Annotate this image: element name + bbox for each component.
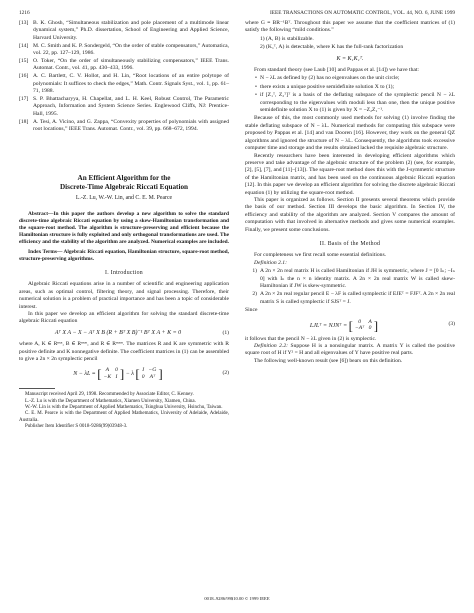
matrix: [ I −G 0 Aᵀ ]	[135, 366, 163, 382]
body-paragraph: The following well-known result (see [6]) bears on this definition.	[254, 357, 403, 364]
body-paragraph: From standard theory (see Laub [10] and Pappas et al. [14]) we have that:	[254, 67, 419, 74]
body-paragraph: For completeness we first recall some essential definitions.	[254, 252, 387, 259]
definition-2-1-title: Definition 2.1:	[254, 259, 287, 266]
page-header	[19, 8, 455, 18]
left-column	[19, 20, 229, 430]
equation-1: Aᵀ X A − X − Aᵀ X B (R + Bᵀ X B)⁻¹ Bᵀ X A + K = 0 (1)	[54, 329, 229, 336]
page-footer: 0018–9286/99$10.00 © 1999 IEEE	[204, 596, 270, 601]
reference-item: [13] B. K. Ghosh, “Simultaneous stabilization and pole placement of a multimode linear dynamical system,” Ph.D. dissertation, School of Engineering and Applied Science, Harvard University.	[19, 20, 229, 41]
footnotes: Manuscript received April 29, 1998. Recommended by Associate Editor, C. Kenney. L.-Z. Lu is with the Department of Mathematics, Xiamen University, Xiamen, China. W.-W. Lin is with the Department of Applied Mathematics, Tsinghua University, Hsinchu, Taiwan. C. E. M. Pearce is with the Department of Applied Mathematics, University of Adelaide, Adelaide, Australia. Publisher Item Identifier S 0018-9286(99)03948-3.	[19, 392, 229, 429]
reference-item: [18] A. Tesi, A. Vicino, and G. Zappa, “Convexity properties of polynomials with assigned root locations,” IEEE Trans. Automat. Contr., vol. 39, pp. 668–672, 1994.	[19, 118, 229, 133]
intro-paragraph: Algebraic Riccati equations arise in a number of scientific and engineering application areas, such as optimal control, filtering theory, and signal processing. Therefore, their numerical solution is a problem of practical importance and has been a topic of considerable interest.	[19, 281, 229, 310]
abstract: Abstract—In this paper the authors develop a new algorithm to solve the standard discrete-time algebraic Riccati equation by using a skew-Hamiltonian transformation and the square-root method. The algorithm is structure-preserving and efficient because the Hamiltonian structure is fully exploited and only orthogonal transformations are used. The efficiency and the stability of the algorithm are analyzed. Numerical examples are included.	[19, 211, 230, 245]
reference-item: [17] S. P. Bhattacharyya, H. Chapellat, and L. H. Keel, Robust Control, The Parametric Approach, Information and System Science Series. Englewood Cliffs, NJ: Prentice-Hall, 1995.	[19, 96, 229, 117]
definition-item: 2) A 2n × 2n real regular pencil E − λF is called symplectic if EJEᵀ = FJFᵀ. A 2n × 2n real matrix S is called symplectic if SJSᵀ = J.	[252, 291, 455, 305]
section-heading-introduction: I. Introduction	[105, 270, 143, 276]
reference-list	[19, 20, 229, 134]
index-terms: Index Terms— Algebraic Riccati equation, Hamiltonian structure, square-root method, structure-preserving algorithms.	[19, 249, 229, 262]
journal-header: IEEE TRANSACTIONS ON AUTOMATIC CONTROL, VOL. 44, NO. 6, JUNE 1999	[270, 10, 455, 16]
intro-paragraph: In this paper we develop an efficient algorithm for solving the standard discrete-time algebraic Riccati equation	[19, 311, 229, 325]
bullet-item: • N − λL as defined by (2) has no eigenvalues on the unit circle;	[255, 75, 400, 82]
condition-item: 2) (K₁ᵀ, A) is detectable, where K has the full-rank factorization	[260, 44, 404, 51]
reference-item: [15] O. Toker, “On the order of simultaneously stabilizing compensators,” IEEE Trans. Automat. Contr., vol. 41, pp. 430–433, 1996.	[19, 58, 229, 72]
body-paragraph: it follows that the pencil N − λL given in (2) is symplectic.	[245, 335, 377, 342]
article-authors: L.-Z. Lu, W.-W. Lin, and C. E. M. Pearce	[75, 194, 173, 201]
equation-3: LJLᵀ = NJNᵀ = [ 0 A −Aᵀ 0 ] (3)	[309, 317, 455, 333]
matrix: [ A 0 −K I ]	[97, 366, 125, 382]
matrix: [ 0 A −Aᵀ 0 ]	[348, 317, 379, 333]
section-heading-basis: II. Basis of the Method	[319, 240, 381, 247]
page-number: 1216	[19, 10, 30, 16]
equation-2: N − λL ≡ [ A 0 −K I ] − λ [ I −G 0 Aᵀ ] (2)	[73, 366, 229, 382]
reference-item: [16] A. C. Bartlett, C. V. Hollot, and H. Lin, “Root locations of an entire polytope of polynomials: It suffices to check the edges,” Math. Contr. Signals Syst., vol. 1, pp. 61–71, 1988.	[19, 73, 229, 95]
bullet-item: • if [Z₁ᵀ, Z₂ᵀ]ᵀ is a basis of the deflating subspace of the symplectic pencil N − λL corresponding to the eigenvalues with moduli less than one, then the unique positive semidefinite solution X to (1) is given by X = −Z₂Z₁⁻¹.	[255, 92, 455, 114]
reference-item: [14] M. C. Smith and K. P. Sondergeld, “On the order of stable compensators,” Automatica, vol. 22, pp. 127–129, 1986.	[19, 42, 229, 57]
definition-item: 1) A 2n × 2n real matrix H is called Hamiltonian if JH is symmetric, where J = [0 Iₙ; −Iₙ 0] with Iₙ the n × n identity matrix. A 2n × 2n real matrix W is called skew-Hamiltonian if JW is skew-symmetric.	[252, 268, 455, 289]
right-column	[245, 20, 455, 365]
body-paragraph: Since	[245, 307, 258, 314]
intro-paragraph: where A, K ∈ Rⁿˣⁿ, B ∈ Rⁿˣᵐ, and R ∈ Rᵐˣᵐ. The matrices R and K are symmetric with R positive definite and K nonnegative definite. The coefficient matrices in (1) can be assembled to give a 2n × 2n symplectic pencil	[19, 341, 229, 363]
article-title: An Efficient Algorithm for the Discrete-Time Algebraic Riccati Equation	[59, 173, 189, 191]
footnote-divider	[19, 388, 55, 389]
body-paragraph: where G ≡ BR⁻¹Bᵀ. Throughout this paper we assume that the coefficient matrices of (1) satisfy the following “mild conditions.”	[245, 20, 455, 34]
body-paragraph: Recently researchers have been interested in developing efficient algorithms which preserve and take advantage of the algebraic structure of the problem (2) (see, for example, [2], [5], [7], and [11]–[13]). The square-root method does this with the J-symmetric structure of the Hamiltonian matrix, and has been used on the continuous algebraic Riccati equation [12]. In this paper we develop an efficient algorithm for solving the discrete algebraic Riccati equation (1) by utilizing the square-root method.	[245, 152, 455, 196]
bullet-item: • there exists a unique positive semidefinite solution X to (1);	[255, 83, 395, 90]
condition-item: 1) (A, B) is stabilizable.	[260, 35, 314, 42]
equation-k-factorization: K = K₁K₁ᵀ.	[336, 55, 364, 62]
body-paragraph: Because of this, the most commonly used methods for solving (1) involve finding the stable deflating subspace of N − λL. Numerical methods for computing this subspace were proposed by Pappas et al. [14] and van Dooren [16]. However, they work on the general QZ algorithms and ignored the structure of N − λL. Consequently, the algorithms took excessive computer time and storage and the results obtained lacked the requisite algebraic structure.	[245, 115, 455, 152]
body-paragraph: This paper is organized as follows. Section II presents several theorems which provide the basis of our method. Section III develops the basic algorithm. In Section IV, the efficiency and stability of the algorithm are analyzed. Section V compares the amount of computation with that involved in alternative methods and gives some numerical examples. Finally, we present some conclusions.	[245, 196, 455, 233]
definition-2-2: Definition 2.2: Suppose H is a nonsingular matrix. A matrix Y is called the positive square root of H if Y² = H and all eigenvalues of Y have positive real parts.	[245, 343, 455, 357]
